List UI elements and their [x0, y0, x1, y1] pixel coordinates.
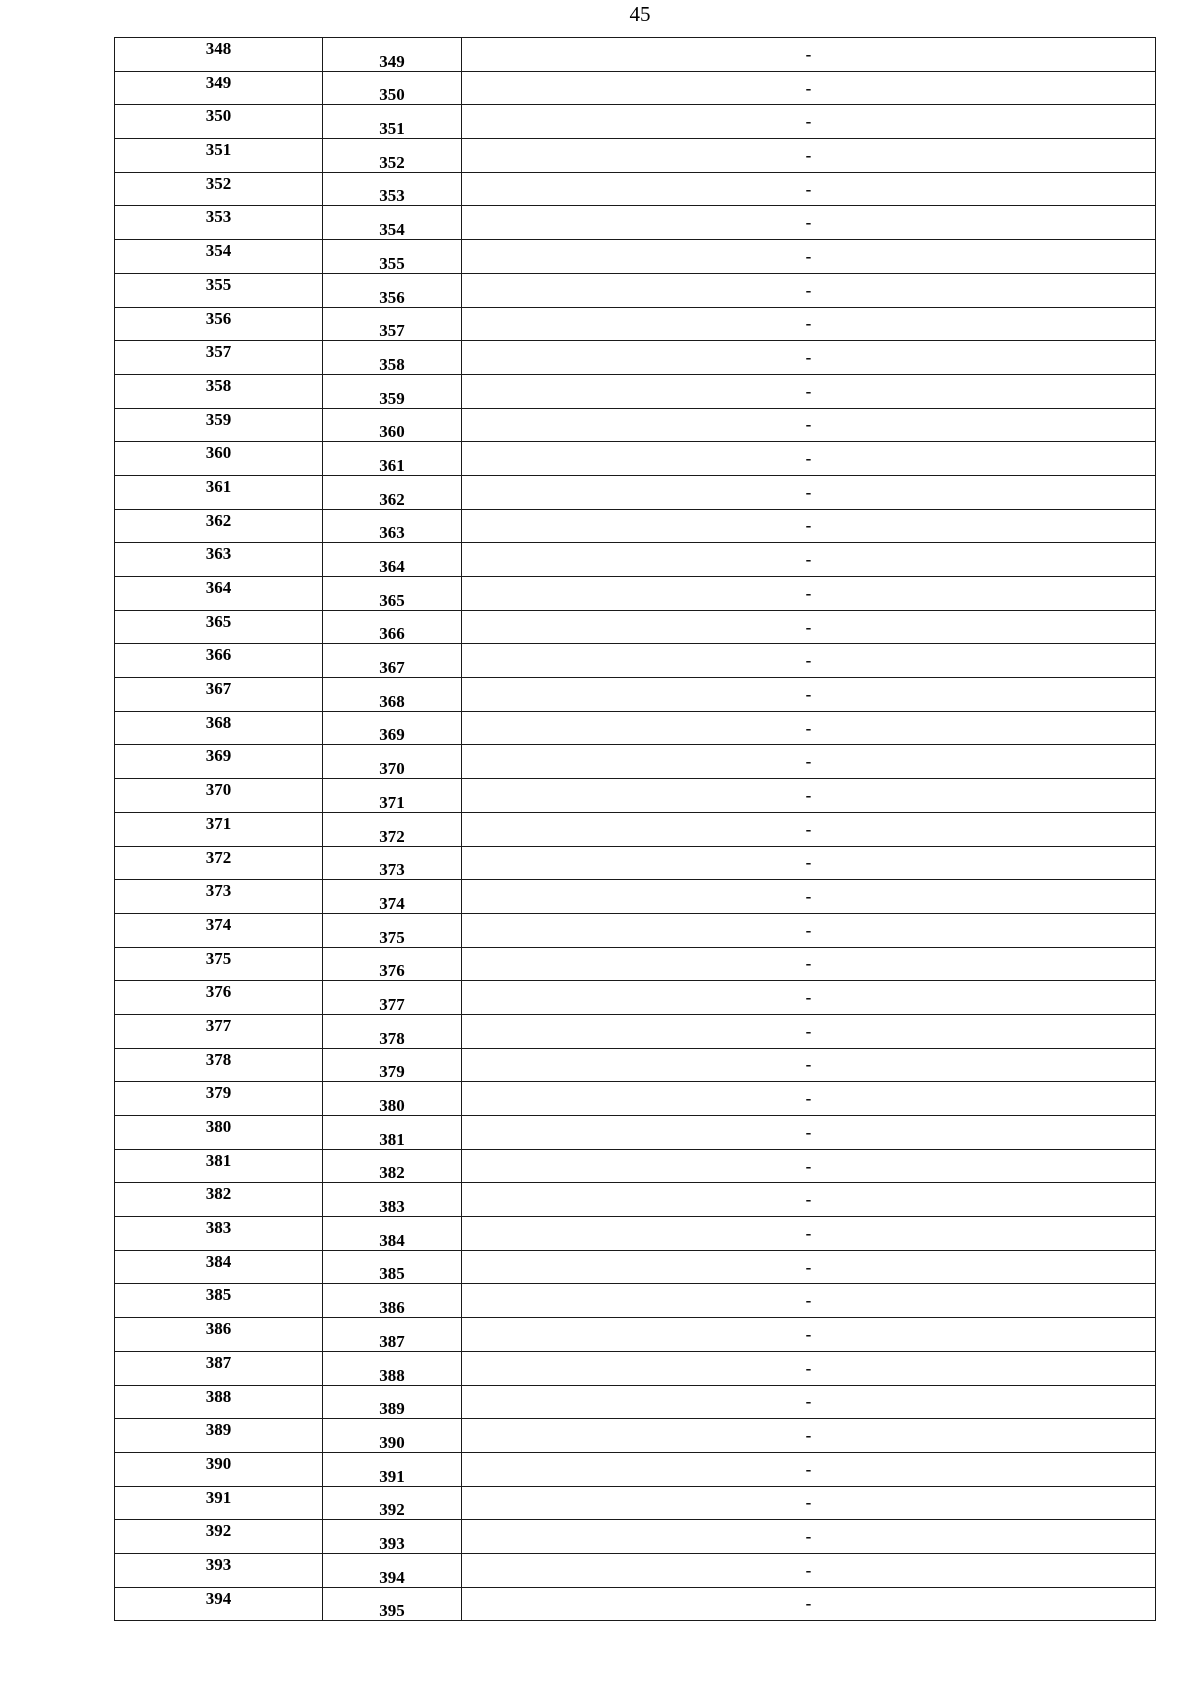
cell-second-number: 390 — [323, 1419, 462, 1453]
cell-second-number: 375 — [323, 913, 462, 947]
cell-dash: - — [462, 1419, 1156, 1453]
table-row — [115, 1183, 1156, 1217]
cell-dash: - — [462, 374, 1156, 408]
cell-first-number: 386 — [115, 1318, 323, 1352]
cell-second-number: 367 — [323, 644, 462, 678]
cell-first-number: 350 — [115, 105, 323, 139]
table-row — [115, 1014, 1156, 1048]
cell-second-number: 381 — [323, 1116, 462, 1150]
cell-first-number: 361 — [115, 475, 323, 509]
table-row — [115, 71, 1156, 105]
cell-dash: - — [462, 1486, 1156, 1520]
cell-second-number: 373 — [323, 846, 462, 880]
cell-first-number: 358 — [115, 374, 323, 408]
table-row — [115, 307, 1156, 341]
cell-second-number: 363 — [323, 509, 462, 543]
table-row — [115, 240, 1156, 274]
cell-dash: - — [462, 711, 1156, 745]
cell-dash: - — [462, 1385, 1156, 1419]
cell-first-number: 382 — [115, 1183, 323, 1217]
cell-first-number: 364 — [115, 577, 323, 611]
cell-first-number: 371 — [115, 812, 323, 846]
table-row — [115, 1587, 1156, 1621]
cell-dash: - — [462, 1520, 1156, 1554]
cell-dash: - — [462, 341, 1156, 375]
cell-first-number: 376 — [115, 981, 323, 1015]
cell-dash: - — [462, 577, 1156, 611]
table-row — [115, 577, 1156, 611]
page-number: 45 — [629, 2, 651, 26]
table-row — [115, 509, 1156, 543]
cell-second-number: 393 — [323, 1520, 462, 1554]
cell-second-number: 357 — [323, 307, 462, 341]
cell-second-number: 362 — [323, 475, 462, 509]
table-row — [115, 1284, 1156, 1318]
table-row — [115, 779, 1156, 813]
table-row — [115, 1318, 1156, 1352]
cell-dash: - — [462, 1183, 1156, 1217]
cell-dash: - — [462, 408, 1156, 442]
cell-dash: - — [462, 610, 1156, 644]
cell-dash: - — [462, 543, 1156, 577]
cell-first-number: 378 — [115, 1048, 323, 1082]
table-row — [115, 408, 1156, 442]
cell-first-number: 383 — [115, 1217, 323, 1251]
table-row — [115, 610, 1156, 644]
cell-second-number: 376 — [323, 947, 462, 981]
cell-second-number: 386 — [323, 1284, 462, 1318]
cell-second-number: 382 — [323, 1149, 462, 1183]
cell-second-number: 380 — [323, 1082, 462, 1116]
table-row — [115, 1116, 1156, 1150]
cell-dash: - — [462, 1452, 1156, 1486]
table-row — [115, 1452, 1156, 1486]
cell-dash: - — [462, 913, 1156, 947]
cell-first-number: 372 — [115, 846, 323, 880]
cell-second-number: 377 — [323, 981, 462, 1015]
cell-second-number: 349 — [323, 38, 462, 72]
cell-dash: - — [462, 1048, 1156, 1082]
cell-first-number: 393 — [115, 1553, 323, 1587]
cell-dash: - — [462, 644, 1156, 678]
table-row — [115, 105, 1156, 139]
cell-dash: - — [462, 812, 1156, 846]
cell-second-number: 372 — [323, 812, 462, 846]
cell-first-number: 387 — [115, 1351, 323, 1385]
table-row — [115, 139, 1156, 173]
cell-second-number: 360 — [323, 408, 462, 442]
cell-dash: - — [462, 745, 1156, 779]
cell-dash: - — [462, 981, 1156, 1015]
cell-second-number: 364 — [323, 543, 462, 577]
cell-second-number: 379 — [323, 1048, 462, 1082]
cell-second-number: 392 — [323, 1486, 462, 1520]
cell-first-number: 348 — [115, 38, 323, 72]
cell-dash: - — [462, 779, 1156, 813]
cell-second-number: 359 — [323, 374, 462, 408]
cell-dash: - — [462, 1082, 1156, 1116]
table-row — [115, 745, 1156, 779]
cell-first-number: 370 — [115, 779, 323, 813]
cell-first-number: 352 — [115, 172, 323, 206]
cell-second-number: 355 — [323, 240, 462, 274]
cell-second-number: 391 — [323, 1452, 462, 1486]
table-row — [115, 1082, 1156, 1116]
table-row — [115, 846, 1156, 880]
cell-dash: - — [462, 880, 1156, 914]
cell-second-number: 385 — [323, 1250, 462, 1284]
table-row — [115, 341, 1156, 375]
cell-dash: - — [462, 71, 1156, 105]
table-row — [115, 947, 1156, 981]
table-row — [115, 206, 1156, 240]
cell-dash: - — [462, 475, 1156, 509]
cell-first-number: 360 — [115, 442, 323, 476]
cell-dash: - — [462, 1149, 1156, 1183]
table-row — [115, 374, 1156, 408]
table-row — [115, 1351, 1156, 1385]
table-row — [115, 644, 1156, 678]
table-row — [115, 442, 1156, 476]
table-row — [115, 1419, 1156, 1453]
cell-second-number: 370 — [323, 745, 462, 779]
cell-first-number: 388 — [115, 1385, 323, 1419]
table-body — [115, 38, 1156, 1621]
table-row — [115, 1385, 1156, 1419]
table-row — [115, 981, 1156, 1015]
cell-first-number: 373 — [115, 880, 323, 914]
cell-first-number: 375 — [115, 947, 323, 981]
cell-dash: - — [462, 1351, 1156, 1385]
cell-dash: - — [462, 1014, 1156, 1048]
cell-dash: - — [462, 139, 1156, 173]
cell-first-number: 394 — [115, 1587, 323, 1621]
cell-dash: - — [462, 273, 1156, 307]
cell-second-number: 353 — [323, 172, 462, 206]
table-row — [115, 880, 1156, 914]
cell-first-number: 384 — [115, 1250, 323, 1284]
cell-second-number: 361 — [323, 442, 462, 476]
cell-first-number: 349 — [115, 71, 323, 105]
cell-second-number: 369 — [323, 711, 462, 745]
cell-dash: - — [462, 1587, 1156, 1621]
cell-first-number: 354 — [115, 240, 323, 274]
cell-first-number: 391 — [115, 1486, 323, 1520]
table-row — [115, 711, 1156, 745]
cell-first-number: 367 — [115, 678, 323, 712]
cell-second-number: 368 — [323, 678, 462, 712]
cell-first-number: 368 — [115, 711, 323, 745]
table-row — [115, 273, 1156, 307]
cell-first-number: 355 — [115, 273, 323, 307]
cell-first-number: 389 — [115, 1419, 323, 1453]
cell-dash: - — [462, 206, 1156, 240]
table-row — [115, 678, 1156, 712]
table-row — [115, 38, 1156, 72]
cell-second-number: 394 — [323, 1553, 462, 1587]
cell-first-number: 359 — [115, 408, 323, 442]
cell-dash: - — [462, 1553, 1156, 1587]
cell-second-number: 366 — [323, 610, 462, 644]
table-row — [115, 1520, 1156, 1554]
table-row — [115, 812, 1156, 846]
cell-dash: - — [462, 172, 1156, 206]
table-row — [115, 475, 1156, 509]
cell-first-number: 392 — [115, 1520, 323, 1554]
cell-first-number: 351 — [115, 139, 323, 173]
cell-second-number: 371 — [323, 779, 462, 813]
cell-first-number: 366 — [115, 644, 323, 678]
cell-second-number: 352 — [323, 139, 462, 173]
table-row — [115, 913, 1156, 947]
cell-second-number: 389 — [323, 1385, 462, 1419]
cell-second-number: 354 — [323, 206, 462, 240]
cell-second-number: 383 — [323, 1183, 462, 1217]
cell-dash: - — [462, 442, 1156, 476]
cell-dash: - — [462, 1116, 1156, 1150]
cell-second-number: 350 — [323, 71, 462, 105]
table-row — [115, 172, 1156, 206]
data-table — [114, 37, 1156, 1621]
cell-dash: - — [462, 38, 1156, 72]
cell-first-number: 385 — [115, 1284, 323, 1318]
cell-dash: - — [462, 947, 1156, 981]
cell-dash: - — [462, 1250, 1156, 1284]
table-row — [115, 1149, 1156, 1183]
cell-first-number: 362 — [115, 509, 323, 543]
cell-dash: - — [462, 678, 1156, 712]
cell-second-number: 378 — [323, 1014, 462, 1048]
cell-first-number: 369 — [115, 745, 323, 779]
cell-second-number: 388 — [323, 1351, 462, 1385]
cell-first-number: 374 — [115, 913, 323, 947]
cell-dash: - — [462, 1318, 1156, 1352]
cell-first-number: 379 — [115, 1082, 323, 1116]
table-row — [115, 1486, 1156, 1520]
table-row — [115, 543, 1156, 577]
cell-second-number: 384 — [323, 1217, 462, 1251]
table-row — [115, 1048, 1156, 1082]
cell-dash: - — [462, 307, 1156, 341]
cell-first-number: 365 — [115, 610, 323, 644]
cell-second-number: 387 — [323, 1318, 462, 1352]
cell-first-number: 380 — [115, 1116, 323, 1150]
table-row — [115, 1217, 1156, 1251]
table-row — [115, 1250, 1156, 1284]
cell-dash: - — [462, 105, 1156, 139]
cell-second-number: 356 — [323, 273, 462, 307]
cell-second-number: 395 — [323, 1587, 462, 1621]
cell-second-number: 351 — [323, 105, 462, 139]
cell-first-number: 377 — [115, 1014, 323, 1048]
cell-dash: - — [462, 1284, 1156, 1318]
cell-dash: - — [462, 509, 1156, 543]
table-row — [115, 1553, 1156, 1587]
cell-second-number: 365 — [323, 577, 462, 611]
cell-first-number: 353 — [115, 206, 323, 240]
cell-first-number: 390 — [115, 1452, 323, 1486]
cell-dash: - — [462, 240, 1156, 274]
cell-second-number: 374 — [323, 880, 462, 914]
cell-first-number: 356 — [115, 307, 323, 341]
cell-first-number: 357 — [115, 341, 323, 375]
cell-dash: - — [462, 846, 1156, 880]
cell-first-number: 381 — [115, 1149, 323, 1183]
cell-dash: - — [462, 1217, 1156, 1251]
cell-first-number: 363 — [115, 543, 323, 577]
cell-second-number: 358 — [323, 341, 462, 375]
